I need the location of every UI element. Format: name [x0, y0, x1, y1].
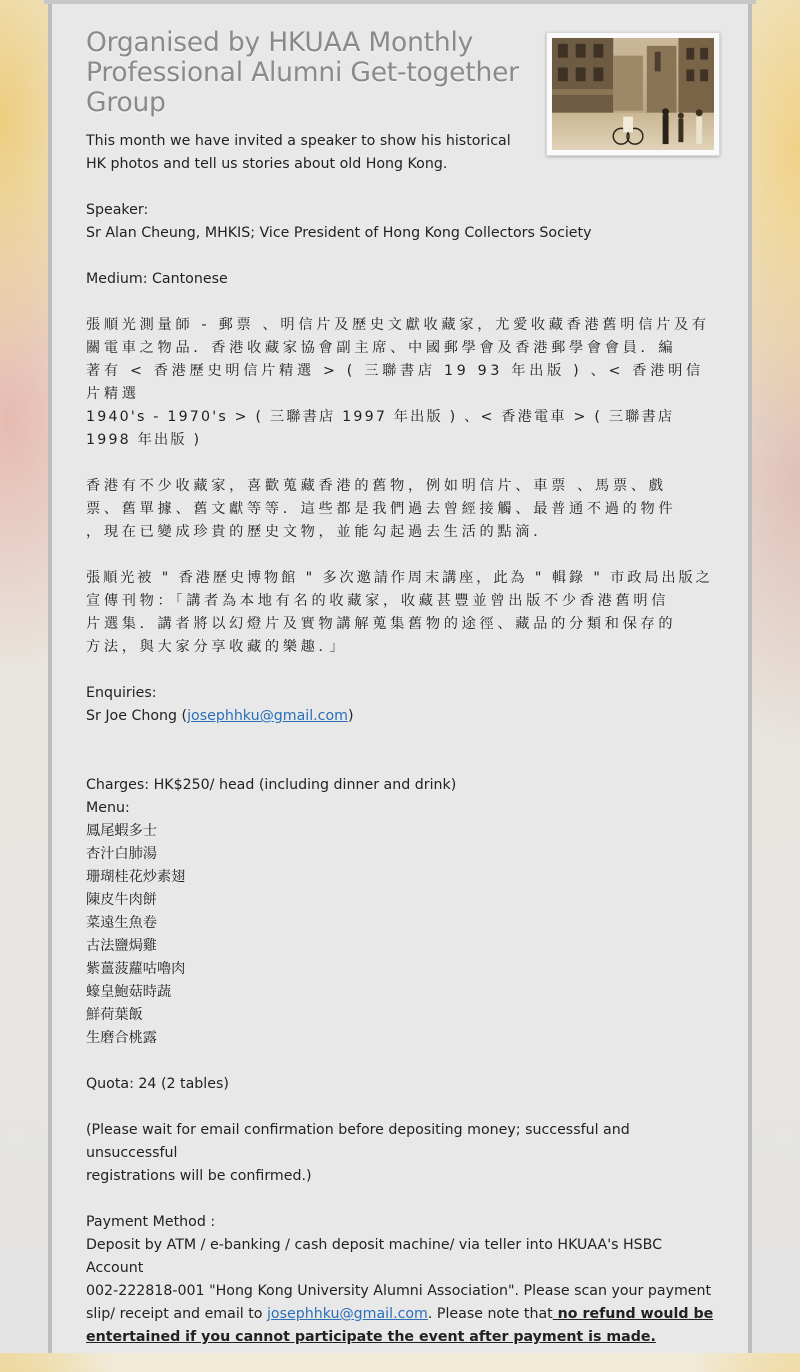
- payment-label: Payment Method :: [86, 1214, 216, 1230]
- speaker-value: Sr Alan Cheung, MHKIS; Vice President of Hong Kong Collectors Society: [86, 225, 592, 241]
- top-bar: [44, 0, 756, 4]
- enquiries-contact: Sr Joe Chong (josephhku@gmail.com): [86, 708, 354, 724]
- intro-paragraph: This month we have invited a speaker to show his historical HK photos and tell us stories about old Hong Kong.: [86, 133, 511, 172]
- charges-menu-section: [86, 774, 720, 1050]
- medium-text: Medium: Cantonese: [86, 271, 228, 287]
- quota-text: Quota: 24 (2 tables): [86, 1076, 229, 1092]
- menu-item: 陳皮牛肉餅: [86, 892, 157, 908]
- confirmation-notice: (Please wait for email confirmation before depositing money; successful and unsuccessful registrations will be confirmed.): [86, 1122, 630, 1184]
- enquiries-label: Enquiries:: [86, 685, 157, 701]
- payment-email-link[interactable]: josephhku@gmail.com: [266, 1306, 428, 1322]
- menu-item: 生磨合桃露: [86, 1030, 157, 1046]
- payment-section: Payment Method : Deposit by ATM / e-banking / cash deposit machine/ via teller into HKUAA's HSBC Account 002-222818-001 "Hong Kong University Alumni Association". Please scan your payment slip/ receipt and email to josephhku@gmail.com. Please note that no refund would be entertained if you cannot participate the event after payment is made.: [86, 1211, 720, 1349]
- page-panel: [48, 0, 752, 1353]
- menu-label: Menu:: [86, 800, 130, 816]
- speaker-label: Speaker:: [86, 202, 149, 218]
- menu-item: 杏汁白肺湯: [86, 846, 157, 862]
- menu-item: 紫薑菠蘿咕嚕肉: [86, 961, 186, 977]
- enquiries-email-link[interactable]: josephhku@gmail.com: [187, 708, 348, 724]
- menu-item: 菜遠生魚卷: [86, 915, 157, 931]
- speaker-section: [86, 199, 720, 245]
- no-refund-warning: no refund would be: [552, 1306, 714, 1322]
- charges-text: Charges: HK$250/ head (including dinner and drink): [86, 777, 457, 793]
- speaker-bio-paragraph-3: 張順光被 " 香港歷史博物館 " 多次邀請作周末講座，此為 " 輯錄 " 市政局出版之 宣傳刊物：「講者為本地有名的收藏家，收藏甚豐並曾出版不少香港舊明信 片選集．講者將以幻燈片及實物講解蒐集舊物的途徑、藏品的分類和保存的 方法，與大家分享收藏的樂趣．」: [86, 570, 713, 655]
- article-body: [86, 130, 720, 1349]
- article: [86, 28, 720, 1372]
- menu-item: 鮮荷葉飯: [86, 1007, 143, 1023]
- enquiries-section: [86, 682, 720, 728]
- menu-item: 蠔皇鮑菇時蔬: [86, 984, 172, 1000]
- menu-item: 珊瑚桂花炒素翅: [86, 869, 186, 885]
- speaker-bio-paragraph-2: 香港有不少收藏家，喜歡蒐藏香港的舊物，例如明信片、車票 、馬票、戲 票、舊單據、舊文獻等等．這些都是我們過去曾經接觸、最普通不過的物件 ，現在已變成珍貴的歷史文物，並能勾起過去生活的點滴．: [86, 478, 677, 540]
- menu-item: 古法鹽焗雞: [86, 938, 157, 954]
- photo-frame[interactable]: [546, 32, 720, 156]
- no-refund-warning-cont: entertained if you cannot participate the event after payment is made.: [86, 1329, 656, 1345]
- page-title: Organised by HKUAA Monthly Professional Alumni Get-together Group: [86, 27, 519, 118]
- speaker-bio-paragraph-1: 張順光測量師 - 郵票 、明信片及歷史文獻收藏家，尤愛收藏香港舊明信片及有 關電車之物品．香港收藏家協會副主席、中國郵學會及香港郵學會會員．編 著有 < 香港歷史明信片精選 > ( 三聯書店 19 93 年出版 ) 、< 香港明信片精選 1940's - 1970's > ( 三聯書店 1997 年出版 ) 、< 香港電車 > ( 三聯書店 1998 年出版 ): [86, 317, 710, 448]
- historical-street-photo: [552, 38, 714, 150]
- menu-item: 鳳尾蝦多士: [86, 823, 157, 839]
